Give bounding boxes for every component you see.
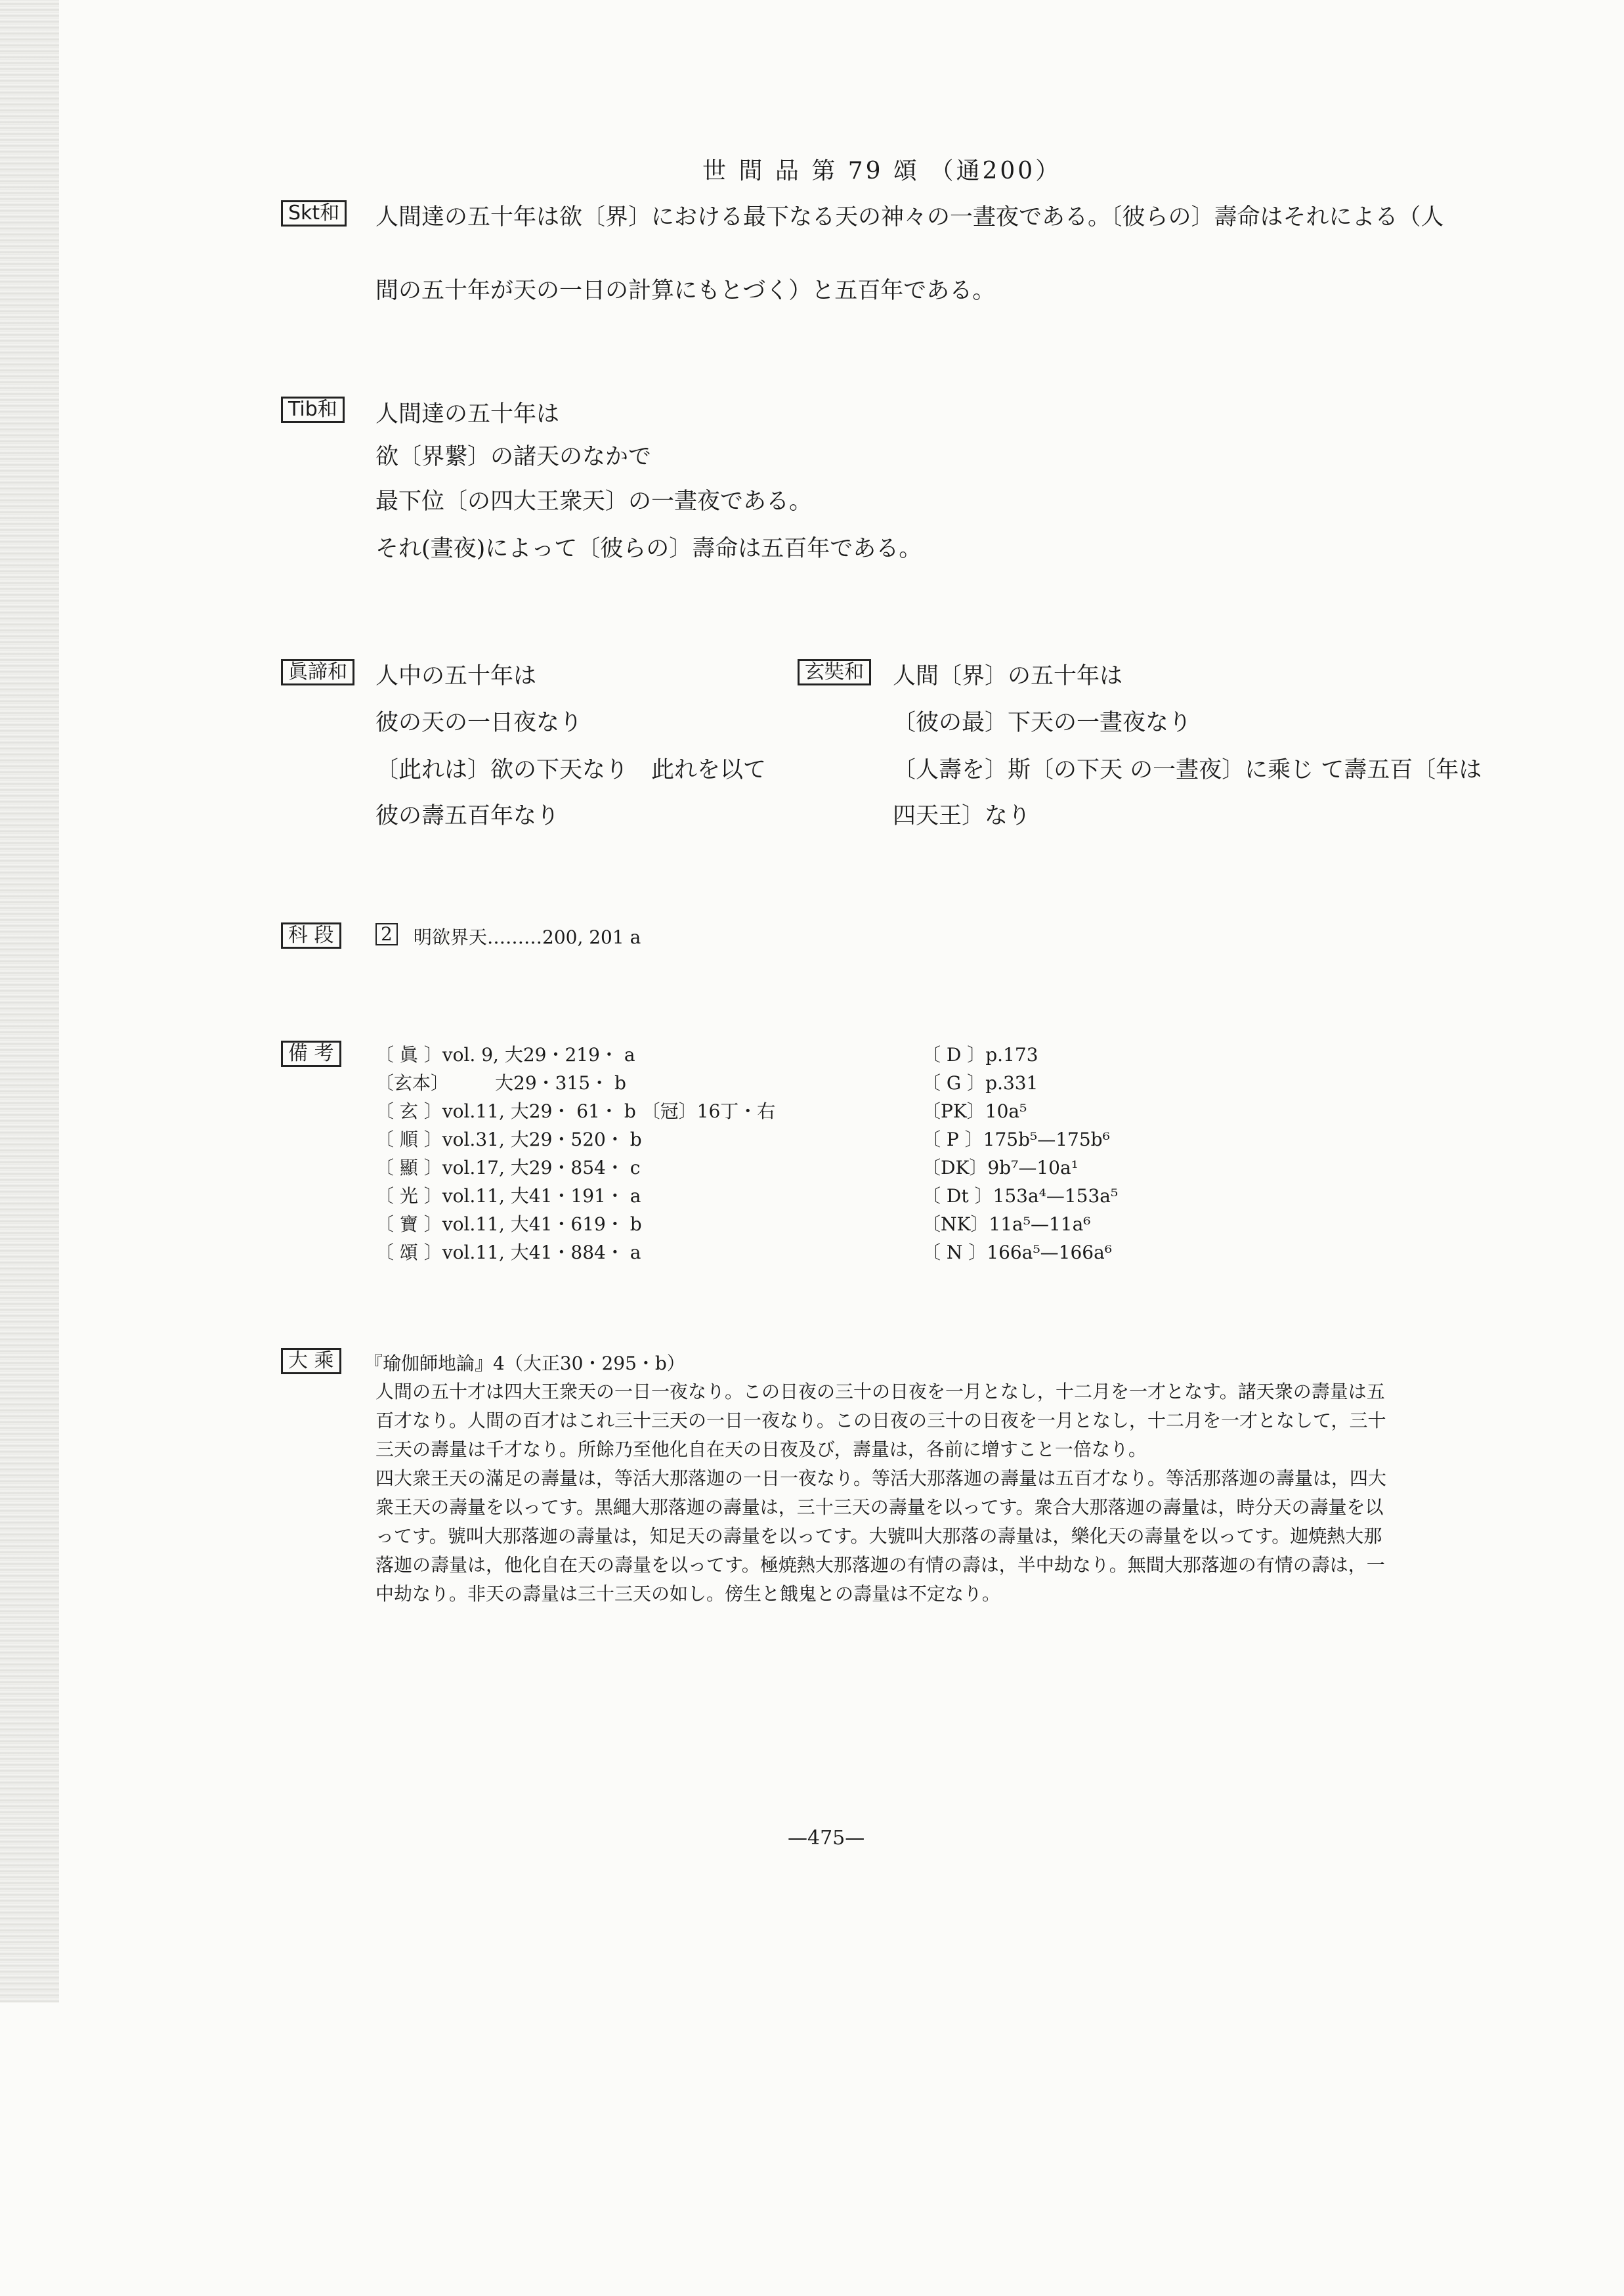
page-title: 世 間 品 第 79 頌 （通200） <box>702 158 1062 184</box>
biko-right-5: 〔DK〕9b⁷—10a¹ <box>922 1157 1079 1179</box>
shintai-line-4: 彼の壽五百年なり <box>375 803 560 829</box>
tib-line-3: 最下位〔の四大王衆天〕の一晝夜である。 <box>375 488 813 515</box>
daijo-paragraph-1: 人間の五十才は四大王衆天の一日一夜なり。この日夜の三十の日夜を一月となし，十二月を一才となす。諸天衆の壽量は五百才なり。人間の百才はこれ三十三天の一日一夜なり。この日夜の三十の日夜を一月となし，十二月を一才となして，三十三天の壽量は千才なり。所餘乃至他化自在天の日夜及び，壽量は，各前に增すこと一倍なり。 <box>375 1381 1386 1460</box>
page-number: —475— <box>788 1827 865 1850</box>
biko-right-1: 〔 D 〕p.173 <box>922 1044 1038 1066</box>
biko-label: 備 考 <box>281 1041 341 1067</box>
biko-right-7: 〔NK〕11a⁵—11a⁶ <box>922 1213 1091 1235</box>
biko-left-3: 〔 玄 〕vol.11, 大29・ 61・ b 〔冠〕16丁・右 <box>375 1100 776 1122</box>
daijo-label: 大 乘 <box>281 1348 341 1374</box>
daijo-body <box>375 1377 1386 1609</box>
shintai-line-2: 彼の天の一日夜なり <box>375 710 583 736</box>
biko-left-4: 〔 順 〕vol.31, 大29・520・ b <box>375 1129 642 1150</box>
scan-edge-artifact <box>0 0 59 2003</box>
tib-line-1: 人間達の五十年は <box>375 401 560 427</box>
skt-line-1: 人間達の五十年は欲〔界〕における最下なる天の神々の一晝夜である。〔彼らの〕壽命はそれによる（人 <box>375 204 1444 230</box>
kadan-mark: 2 <box>375 923 398 945</box>
genjo-line-4: 四天王〕なり <box>893 803 1031 829</box>
tib-label: Tib和 <box>281 397 345 423</box>
skt-label: Skt和 <box>281 200 347 227</box>
genjo-line-3: 〔人壽を〕斯〔の下天 の一晝夜〕に乘じ て壽五百〔年は <box>893 757 1482 783</box>
genjo-line-2: 〔彼の最〕下天の一晝夜なり <box>893 710 1192 736</box>
biko-left-1: 〔 眞 〕vol. 9, 大29・219・ a <box>375 1044 635 1066</box>
genjo-label: 玄奘和 <box>798 659 871 685</box>
biko-right-6: 〔 Dt 〕153a⁴—153a⁵ <box>922 1185 1119 1207</box>
tib-line-2: 欲〔界繋〕の諸天のなかで <box>375 444 652 470</box>
shintai-line-3: 〔此れは〕欲の下天なり 此れを以て <box>375 757 767 783</box>
biko-right-8: 〔 N 〕166a⁵—166a⁶ <box>922 1242 1113 1263</box>
daijo-paragraph-2: 四大衆王天の滿足の壽量は，等活大那落迦の一日一夜なり。等活大那落迦の壽量は五百才なり。等活那落迦の壽量は，四大衆王天の壽量を以ってす。黒繩大那落迦の壽量は，三十三天の壽量を以ってす。衆合大那落迦の壽量は，時分天の壽量を以ってす。號叫大那落迦の壽量は，知足天の壽量を以ってす。大號叫大那落の壽量は，樂化天の壽量を以ってす。迦焼熱大那落迦の壽量は，他化自在天の壽量を以ってす。極焼熱大那落迦の有情の壽は，半中劫なり。無間大那落迦の有情の壽は，一中劫なり。非天の壽量は三十三天の如し。傍生と餓鬼との壽量は不定なり。 <box>375 1467 1387 1605</box>
biko-left-6: 〔 光 〕vol.11, 大41・191・ a <box>375 1185 641 1207</box>
shintai-line-1: 人中の五十年は <box>375 663 537 689</box>
biko-right-2: 〔 G 〕p.331 <box>922 1072 1038 1094</box>
biko-left-5: 〔 顯 〕vol.17, 大29・854・ c <box>375 1157 641 1179</box>
biko-right-3: 〔PK〕10a⁵ <box>922 1100 1027 1122</box>
biko-left-8: 〔 頌 〕vol.11, 大41・884・ a <box>375 1242 641 1263</box>
kadan-text: 明欲界天………200, 201 a <box>414 926 641 948</box>
kadan-label: 科 段 <box>281 922 341 949</box>
biko-left-2: 〔玄本〕 大29・315・ b <box>375 1072 626 1094</box>
skt-line-2: 間の五十年が天の一日の計算にもとづく）と五百年である。 <box>375 278 996 304</box>
genjo-line-1: 人間〔界〕の五十年は <box>893 663 1123 689</box>
daijo-source: 『瑜伽師地論』4（大正30・295・b） <box>364 1353 685 1374</box>
biko-left-7: 〔 寶 〕vol.11, 大41・619・ b <box>375 1213 642 1235</box>
biko-right-4: 〔 P 〕175b⁵—175b⁶ <box>922 1129 1110 1150</box>
tib-line-4: それ(晝夜)によって〔彼らの〕壽命は五百年である。 <box>375 536 922 562</box>
shintai-label: 眞諦和 <box>281 659 354 685</box>
